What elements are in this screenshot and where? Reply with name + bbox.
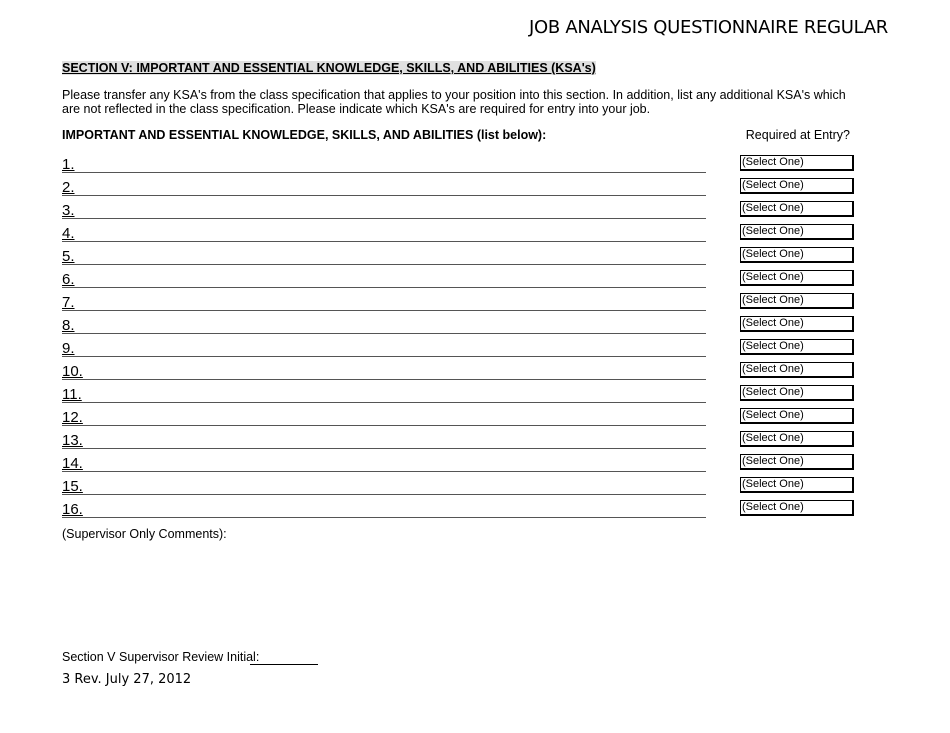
required-at-entry-select[interactable]: (Select One)	[740, 454, 854, 470]
required-at-entry-select[interactable]: (Select One)	[740, 316, 854, 332]
ksa-row	[62, 173, 852, 196]
ksa-row-number: 5.	[62, 248, 75, 265]
ksa-input-line[interactable]	[62, 517, 706, 518]
ksa-row-number: 7.	[62, 294, 75, 311]
ksa-row	[62, 288, 852, 311]
required-at-entry-select[interactable]: (Select One)	[740, 362, 854, 378]
required-at-entry-select[interactable]: (Select One)	[740, 293, 854, 309]
required-at-entry-heading: Required at Entry?	[745, 128, 850, 142]
ksa-row	[62, 311, 852, 334]
ksa-row	[62, 403, 852, 426]
ksa-row-number: 8.	[62, 317, 75, 334]
ksa-row	[62, 150, 852, 173]
supervisor-initial-field[interactable]	[250, 663, 318, 665]
ksa-row-number: 14.	[62, 455, 83, 472]
ksa-row-number: 13.	[62, 432, 83, 449]
section-heading: SECTION V: IMPORTANT AND ESSENTIAL KNOWLEDGE, SKILLS, AND ABILITIES (KSA's)	[62, 61, 596, 75]
required-at-entry-select[interactable]: (Select One)	[740, 224, 854, 240]
required-at-entry-select[interactable]: (Select One)	[740, 201, 854, 217]
ksa-row-number: 15.	[62, 478, 83, 495]
ksa-row-number: 9.	[62, 340, 75, 357]
ksa-row-number: 10.	[62, 363, 83, 380]
ksa-list-heading: IMPORTANT AND ESSENTIAL KNOWLEDGE, SKILLS, AND ABILITIES (list below):	[62, 128, 547, 142]
ksa-row	[62, 380, 852, 403]
required-at-entry-select[interactable]: (Select One)	[740, 339, 854, 355]
ksa-row	[62, 219, 852, 242]
required-at-entry-select[interactable]: (Select One)	[740, 408, 854, 424]
ksa-row	[62, 357, 852, 380]
required-at-entry-select[interactable]: (Select One)	[740, 477, 854, 493]
required-at-entry-select[interactable]: (Select One)	[740, 500, 854, 516]
required-at-entry-select[interactable]: (Select One)	[740, 178, 854, 194]
ksa-row-number: 16.	[62, 501, 83, 518]
ksa-row-number: 6.	[62, 271, 75, 288]
ksa-row	[62, 242, 852, 265]
supervisor-initial-label: Section V Supervisor Review Initial:	[62, 650, 260, 664]
ksa-row	[62, 426, 852, 449]
ksa-row	[62, 265, 852, 288]
ksa-row	[62, 449, 852, 472]
document-title: JOB ANALYSIS QUESTIONNAIRE REGULAR	[529, 17, 888, 38]
required-at-entry-select[interactable]: (Select One)	[740, 270, 854, 286]
ksa-row-number: 1.	[62, 156, 75, 173]
required-at-entry-select[interactable]: (Select One)	[740, 385, 854, 401]
required-at-entry-select[interactable]: (Select One)	[740, 431, 854, 447]
ksa-row-number: 12.	[62, 409, 83, 426]
ksa-row-number: 2.	[62, 179, 75, 196]
ksa-row	[62, 196, 852, 219]
required-at-entry-select[interactable]: (Select One)	[740, 155, 854, 171]
ksa-row	[62, 334, 852, 357]
footer-revision: 3 Rev. July 27, 2012	[62, 672, 192, 687]
ksa-row-number: 11.	[62, 386, 82, 403]
ksa-row-number: 3.	[62, 202, 75, 219]
ksa-row	[62, 495, 852, 518]
required-at-entry-select[interactable]: (Select One)	[740, 247, 854, 263]
ksa-row-number: 4.	[62, 225, 75, 242]
supervisor-comments-label: (Supervisor Only Comments):	[62, 527, 227, 541]
section-instructions: Please transfer any KSA's from the class specification that applies to your position into this section. In addition, list any additional KSA's which are not reflected in the class specification. Please indicate which KSA's are required for entry into your job.	[62, 88, 846, 116]
ksa-row	[62, 472, 852, 495]
